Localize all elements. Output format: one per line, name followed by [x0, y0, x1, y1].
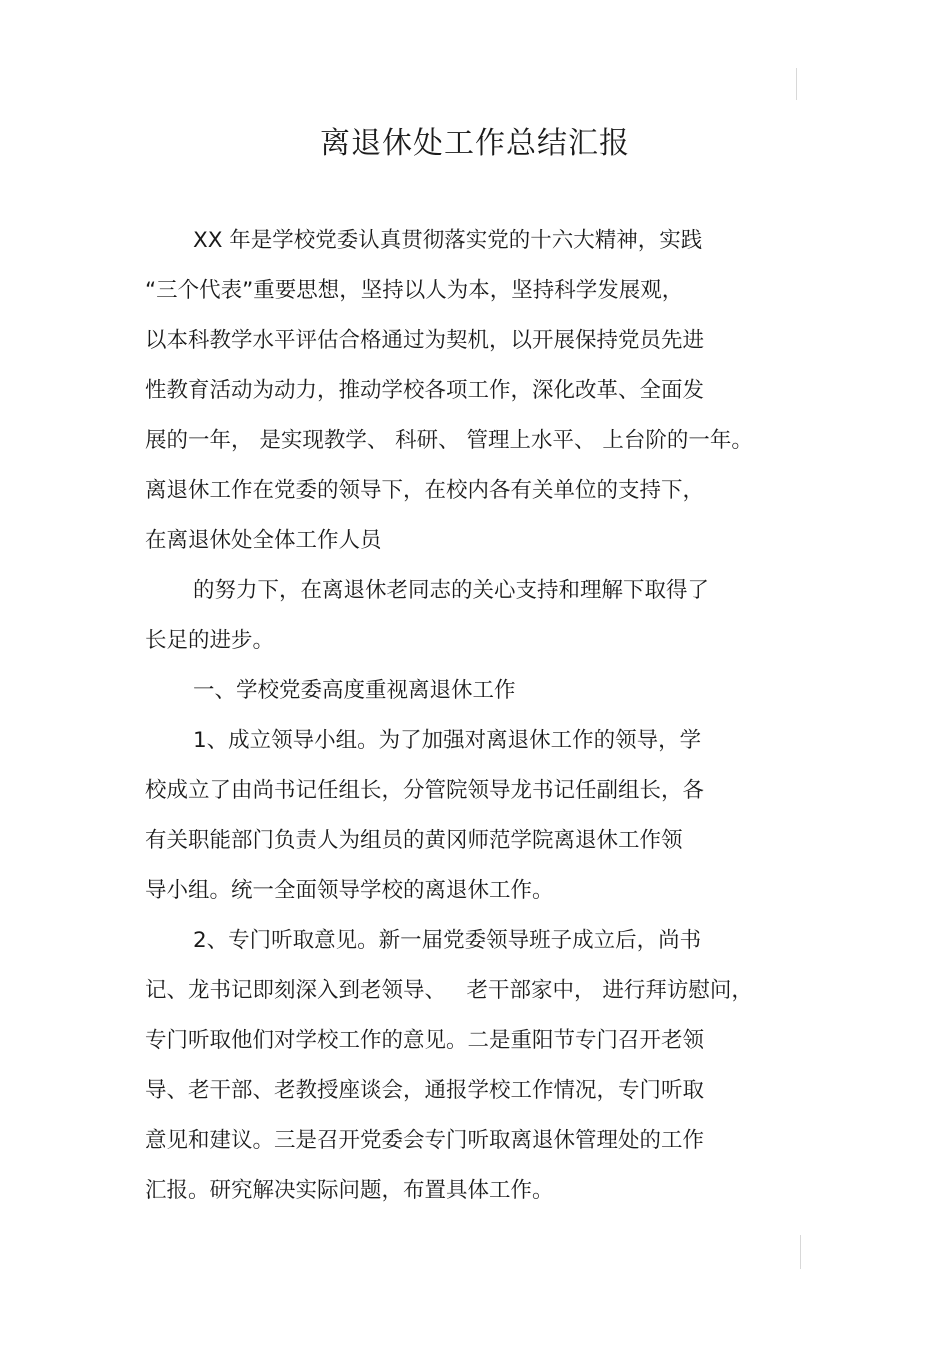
text-line: 有关职能部门负责人为组员的黄冈师范学院离退休工作领 [145, 828, 683, 853]
page-edge-mark [800, 1235, 801, 1269]
text-line: 展的一年， 是实现教学、 科研、 管理上水平、 上台阶的一年。 [145, 428, 753, 453]
text-line: 1、成立领导小组。为了加强对离退休工作的领导，学 [193, 728, 702, 753]
text-line: 汇报。研究解决实际问题，布置具体工作。 [145, 1178, 554, 1203]
text-line: XX 年是学校党委认真贯彻落实党的十六大精神，实践 [193, 228, 703, 253]
text-line: 2、专门听取意见。新一届党委领导班子成立后，尚书 [193, 928, 702, 953]
text-line: 记、龙书记即刻深入到老领导、 老干部家中， 进行拜访慰问， [145, 978, 753, 1003]
page-edge-mark [796, 68, 797, 100]
text-line: 导小组。统一全面领导学校的离退休工作。 [145, 878, 554, 903]
text-line: 导、老干部、老教授座谈会，通报学校工作情况，专门听取 [145, 1078, 705, 1103]
text-line: 意见和建议。三是召开党委会专门听取离退休管理处的工作 [145, 1128, 705, 1153]
text-line: 以本科教学水平评估合格通过为契机，以开展保持党员先进 [145, 328, 705, 353]
document-title: 离退休处工作总结汇报 [320, 126, 630, 161]
text-line: 校成立了由尚书记任组长，分管院领导龙书记任副组长，各 [145, 778, 705, 803]
text-line: “三个代表”重要思想，坚持以人为本，坚持科学发展观， [145, 278, 684, 303]
text-line: 的努力下，在离退休老同志的关心支持和理解下取得了 [193, 578, 710, 603]
text-line: 离退休工作在党委的领导下，在校内各有关单位的支持下， [145, 478, 705, 503]
text-line: 在离退休处全体工作人员 [145, 528, 382, 553]
section-heading: 一、学校党委高度重视离退休工作 [193, 678, 516, 703]
text-line: 专门听取他们对学校工作的意见。二是重阳节专门召开老领 [145, 1028, 705, 1053]
text-line: 长足的进步。 [145, 628, 275, 653]
text-line: 性教育活动为动力，推动学校各项工作，深化改革、全面发 [145, 378, 705, 403]
